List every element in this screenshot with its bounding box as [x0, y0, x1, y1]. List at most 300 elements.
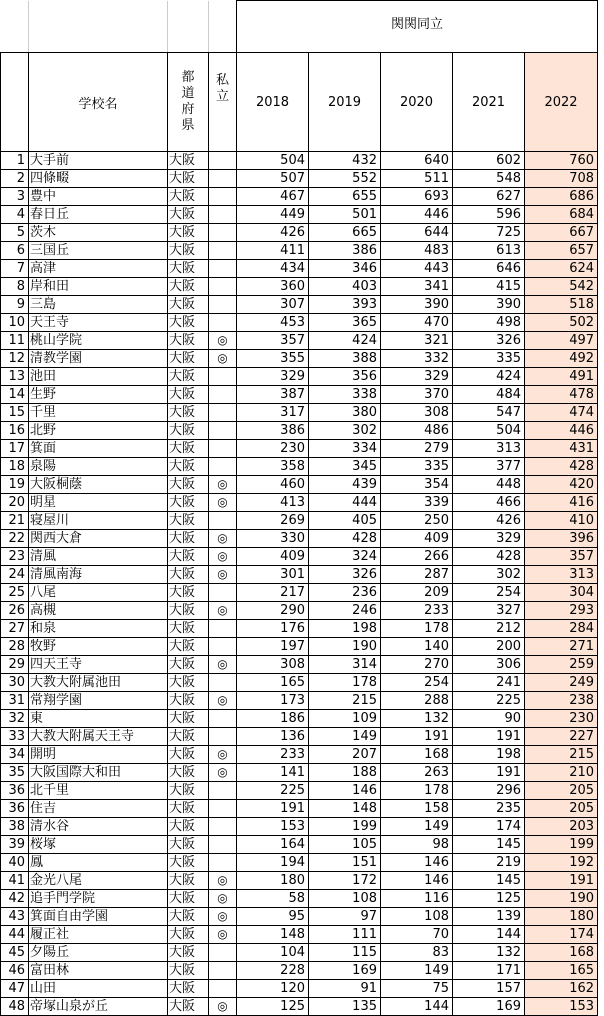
value-2018-cell: 504 — [237, 152, 309, 170]
private-mark-cell — [209, 638, 237, 656]
value-2022-cell: 205 — [525, 800, 598, 818]
prefecture-cell: 大阪 — [168, 314, 209, 332]
rank-cell: 13 — [1, 368, 29, 386]
value-2020-cell: 75 — [381, 980, 453, 998]
value-2018-cell: 460 — [237, 476, 309, 494]
table-row — [1, 872, 598, 890]
table-row — [1, 332, 598, 350]
value-2022-cell: 205 — [525, 782, 598, 800]
value-2021-cell: 327 — [453, 602, 525, 620]
header-year-2019: 2019 — [309, 53, 381, 152]
value-2018-cell: 141 — [237, 764, 309, 782]
prefecture-cell: 大阪 — [168, 332, 209, 350]
value-2018-cell: 225 — [237, 782, 309, 800]
prefecture-cell: 大阪 — [168, 854, 209, 872]
value-2022-cell: 497 — [525, 332, 598, 350]
school-name-cell: 高槻 — [29, 602, 168, 620]
value-2018-cell: 426 — [237, 224, 309, 242]
value-2022-cell: 210 — [525, 764, 598, 782]
value-2022-cell: 420 — [525, 476, 598, 494]
private-mark-cell — [209, 854, 237, 872]
value-2018-cell: 153 — [237, 818, 309, 836]
value-2022-cell: 168 — [525, 944, 598, 962]
private-mark-cell — [209, 620, 237, 638]
table-row — [1, 890, 598, 908]
value-2021-cell: 547 — [453, 404, 525, 422]
prefecture-cell: 大阪 — [168, 656, 209, 674]
value-2018-cell: 217 — [237, 584, 309, 602]
private-mark-cell: ◎ — [209, 602, 237, 620]
value-2019-cell: 207 — [309, 746, 381, 764]
private-mark-cell — [209, 512, 237, 530]
value-2022-cell: 446 — [525, 422, 598, 440]
value-2020-cell: 443 — [381, 260, 453, 278]
table-row — [1, 296, 598, 314]
school-name-cell: 金光八尾 — [29, 872, 168, 890]
school-name-cell: 清風 — [29, 548, 168, 566]
prefecture-cell: 大阪 — [168, 224, 209, 242]
school-name-cell: 東 — [29, 710, 168, 728]
prefecture-cell: 大阪 — [168, 350, 209, 368]
value-2022-cell: 686 — [525, 188, 598, 206]
value-2019-cell: 365 — [309, 314, 381, 332]
table-row — [1, 314, 598, 332]
private-mark-cell: ◎ — [209, 548, 237, 566]
table-row — [1, 404, 598, 422]
value-2018-cell: 95 — [237, 908, 309, 926]
prefecture-cell: 大阪 — [168, 728, 209, 746]
private-mark-cell — [209, 980, 237, 998]
rank-cell: 8 — [1, 278, 29, 296]
table-row — [1, 818, 598, 836]
table-row — [1, 674, 598, 692]
group-label: 関関同立 — [237, 1, 598, 53]
private-mark-cell: ◎ — [209, 692, 237, 710]
value-2021-cell: 241 — [453, 674, 525, 692]
value-2019-cell: 190 — [309, 638, 381, 656]
private-mark-cell: ◎ — [209, 656, 237, 674]
table-row — [1, 656, 598, 674]
value-2022-cell: 416 — [525, 494, 598, 512]
table-row — [1, 440, 598, 458]
value-2021-cell: 169 — [453, 998, 525, 1016]
value-2020-cell: 178 — [381, 620, 453, 638]
value-2021-cell: 174 — [453, 818, 525, 836]
value-2020-cell: 209 — [381, 584, 453, 602]
value-2018-cell: 330 — [237, 530, 309, 548]
table-row — [1, 422, 598, 440]
private-mark-cell — [209, 674, 237, 692]
private-mark-cell — [209, 152, 237, 170]
private-mark-cell: ◎ — [209, 764, 237, 782]
value-2019-cell: 148 — [309, 800, 381, 818]
prefecture-cell: 大阪 — [168, 440, 209, 458]
value-2018-cell: 434 — [237, 260, 309, 278]
value-2021-cell: 424 — [453, 368, 525, 386]
private-mark-cell: ◎ — [209, 494, 237, 512]
header-no — [1, 53, 29, 152]
table-row — [1, 566, 598, 584]
table-row — [1, 926, 598, 944]
value-2022-cell: 428 — [525, 458, 598, 476]
value-2022-cell: 165 — [525, 962, 598, 980]
value-2018-cell: 355 — [237, 350, 309, 368]
table-row — [1, 728, 598, 746]
value-2018-cell: 148 — [237, 926, 309, 944]
value-2020-cell: 354 — [381, 476, 453, 494]
value-2019-cell: 356 — [309, 368, 381, 386]
value-2018-cell: 308 — [237, 656, 309, 674]
private-mark-cell — [209, 224, 237, 242]
private-mark-cell: ◎ — [209, 530, 237, 548]
rank-cell: 24 — [1, 566, 29, 584]
value-2022-cell: 191 — [525, 872, 598, 890]
prefecture-cell: 大阪 — [168, 206, 209, 224]
value-2018-cell: 186 — [237, 710, 309, 728]
prefecture-cell: 大阪 — [168, 782, 209, 800]
value-2019-cell: 115 — [309, 944, 381, 962]
private-mark-cell: ◎ — [209, 350, 237, 368]
value-2020-cell: 191 — [381, 728, 453, 746]
table-row — [1, 170, 598, 188]
value-2021-cell: 602 — [453, 152, 525, 170]
private-mark-cell: ◎ — [209, 872, 237, 890]
prefecture-cell: 大阪 — [168, 584, 209, 602]
value-2019-cell: 380 — [309, 404, 381, 422]
school-name-cell: 常翔学園 — [29, 692, 168, 710]
value-2022-cell: 502 — [525, 314, 598, 332]
rank-cell: 44 — [1, 926, 29, 944]
value-2022-cell: 396 — [525, 530, 598, 548]
value-2021-cell: 302 — [453, 566, 525, 584]
prefecture-cell: 大阪 — [168, 368, 209, 386]
table-row — [1, 836, 598, 854]
value-2020-cell: 446 — [381, 206, 453, 224]
value-2019-cell: 326 — [309, 566, 381, 584]
prefecture-cell: 大阪 — [168, 602, 209, 620]
rank-cell: 2 — [1, 170, 29, 188]
school-name-cell: 夕陽丘 — [29, 944, 168, 962]
value-2018-cell: 125 — [237, 998, 309, 1016]
school-name-cell: 泉陽 — [29, 458, 168, 476]
value-2022-cell: 478 — [525, 386, 598, 404]
rank-cell: 17 — [1, 440, 29, 458]
value-2019-cell: 552 — [309, 170, 381, 188]
value-2019-cell: 388 — [309, 350, 381, 368]
rank-cell: 1 — [1, 152, 29, 170]
school-name-cell: 住吉 — [29, 800, 168, 818]
value-2022-cell: 492 — [525, 350, 598, 368]
private-mark-cell: ◎ — [209, 926, 237, 944]
rank-cell: 38 — [1, 818, 29, 836]
private-mark-cell — [209, 440, 237, 458]
value-2021-cell: 296 — [453, 782, 525, 800]
header-prefecture: 都道府県 — [168, 53, 209, 152]
private-mark-cell: ◎ — [209, 998, 237, 1016]
value-2019-cell: 444 — [309, 494, 381, 512]
value-2020-cell: 263 — [381, 764, 453, 782]
school-name-cell: 高津 — [29, 260, 168, 278]
value-2019-cell: 338 — [309, 386, 381, 404]
private-mark-cell — [209, 728, 237, 746]
value-2022-cell: 667 — [525, 224, 598, 242]
value-2020-cell: 288 — [381, 692, 453, 710]
value-2019-cell: 393 — [309, 296, 381, 314]
school-name-cell: 大阪桐蔭 — [29, 476, 168, 494]
value-2019-cell: 439 — [309, 476, 381, 494]
value-2021-cell: 254 — [453, 584, 525, 602]
rank-cell: 25 — [1, 584, 29, 602]
private-mark-cell — [209, 458, 237, 476]
value-2021-cell: 596 — [453, 206, 525, 224]
value-2022-cell: 474 — [525, 404, 598, 422]
value-2020-cell: 98 — [381, 836, 453, 854]
table-row — [1, 386, 598, 404]
value-2020-cell: 321 — [381, 332, 453, 350]
school-name-cell: 千里 — [29, 404, 168, 422]
prefecture-cell: 大阪 — [168, 530, 209, 548]
value-2022-cell: 238 — [525, 692, 598, 710]
rank-cell: 35 — [1, 764, 29, 782]
prefecture-cell: 大阪 — [168, 818, 209, 836]
prefecture-cell: 大阪 — [168, 548, 209, 566]
private-mark-cell — [209, 404, 237, 422]
value-2018-cell: 387 — [237, 386, 309, 404]
table-body — [1, 152, 598, 1016]
table-row — [1, 476, 598, 494]
value-2022-cell: 760 — [525, 152, 598, 170]
value-2022-cell: 203 — [525, 818, 598, 836]
school-name-cell: 箕面 — [29, 440, 168, 458]
value-2022-cell: 657 — [525, 242, 598, 260]
value-2019-cell: 91 — [309, 980, 381, 998]
value-2022-cell: 357 — [525, 548, 598, 566]
value-2021-cell: 139 — [453, 908, 525, 926]
prefecture-cell: 大阪 — [168, 674, 209, 692]
value-2021-cell: 415 — [453, 278, 525, 296]
value-2018-cell: 120 — [237, 980, 309, 998]
value-2020-cell: 390 — [381, 296, 453, 314]
value-2019-cell: 178 — [309, 674, 381, 692]
value-2020-cell: 168 — [381, 746, 453, 764]
school-name-cell: 関西大倉 — [29, 530, 168, 548]
prefecture-cell: 大阪 — [168, 422, 209, 440]
school-name-cell: 和泉 — [29, 620, 168, 638]
value-2018-cell: 164 — [237, 836, 309, 854]
value-2021-cell: 313 — [453, 440, 525, 458]
table-row — [1, 530, 598, 548]
rank-cell: 41 — [1, 872, 29, 890]
value-2020-cell: 335 — [381, 458, 453, 476]
value-2020-cell: 483 — [381, 242, 453, 260]
value-2018-cell: 467 — [237, 188, 309, 206]
value-2022-cell: 410 — [525, 512, 598, 530]
prefecture-cell: 大阪 — [168, 476, 209, 494]
table-row — [1, 152, 598, 170]
value-2021-cell: 377 — [453, 458, 525, 476]
value-2022-cell: 293 — [525, 602, 598, 620]
value-2020-cell: 308 — [381, 404, 453, 422]
value-2022-cell: 284 — [525, 620, 598, 638]
prefecture-cell: 大阪 — [168, 710, 209, 728]
private-mark-cell: ◎ — [209, 476, 237, 494]
school-name-cell: 桃山学院 — [29, 332, 168, 350]
value-2018-cell: 104 — [237, 944, 309, 962]
private-mark-cell — [209, 944, 237, 962]
rank-cell: 42 — [1, 890, 29, 908]
table-row — [1, 980, 598, 998]
prefecture-cell: 大阪 — [168, 908, 209, 926]
value-2022-cell: 708 — [525, 170, 598, 188]
value-2019-cell: 424 — [309, 332, 381, 350]
value-2020-cell: 132 — [381, 710, 453, 728]
rank-cell: 31 — [1, 692, 29, 710]
rank-cell: 21 — [1, 512, 29, 530]
value-2022-cell: 431 — [525, 440, 598, 458]
school-name-cell: 山田 — [29, 980, 168, 998]
prefecture-cell: 大阪 — [168, 188, 209, 206]
value-2018-cell: 453 — [237, 314, 309, 332]
value-2019-cell: 501 — [309, 206, 381, 224]
table-row — [1, 458, 598, 476]
prefecture-cell: 大阪 — [168, 242, 209, 260]
header-year-2020: 2020 — [381, 53, 453, 152]
value-2022-cell: 162 — [525, 980, 598, 998]
rank-cell: 20 — [1, 494, 29, 512]
private-mark-cell — [209, 170, 237, 188]
header-blank-2 — [29, 1, 168, 53]
value-2019-cell: 345 — [309, 458, 381, 476]
prefecture-cell: 大阪 — [168, 746, 209, 764]
table-row — [1, 620, 598, 638]
value-2019-cell: 314 — [309, 656, 381, 674]
table-row — [1, 800, 598, 818]
value-2022-cell: 491 — [525, 368, 598, 386]
school-name-cell: 帝塚山泉が丘 — [29, 998, 168, 1016]
school-name-cell: 四條畷 — [29, 170, 168, 188]
value-2019-cell: 428 — [309, 530, 381, 548]
school-name-cell: 清教学園 — [29, 350, 168, 368]
value-2019-cell: 236 — [309, 584, 381, 602]
school-name-cell: 清水谷 — [29, 818, 168, 836]
table-row — [1, 368, 598, 386]
table-row — [1, 188, 598, 206]
value-2021-cell: 613 — [453, 242, 525, 260]
rank-cell: 47 — [1, 980, 29, 998]
value-2021-cell: 504 — [453, 422, 525, 440]
value-2020-cell: 279 — [381, 440, 453, 458]
prefecture-cell: 大阪 — [168, 512, 209, 530]
value-2019-cell: 199 — [309, 818, 381, 836]
value-2021-cell: 132 — [453, 944, 525, 962]
value-2019-cell: 169 — [309, 962, 381, 980]
value-2018-cell: 165 — [237, 674, 309, 692]
value-2019-cell: 346 — [309, 260, 381, 278]
rank-cell: 33 — [1, 728, 29, 746]
school-name-cell: 桜塚 — [29, 836, 168, 854]
value-2021-cell: 198 — [453, 746, 525, 764]
value-2019-cell: 188 — [309, 764, 381, 782]
private-mark-cell — [209, 710, 237, 728]
value-2020-cell: 108 — [381, 908, 453, 926]
value-2018-cell: 386 — [237, 422, 309, 440]
prefecture-cell: 大阪 — [168, 980, 209, 998]
value-2022-cell: 174 — [525, 926, 598, 944]
value-2022-cell: 230 — [525, 710, 598, 728]
private-mark-cell — [209, 260, 237, 278]
prefecture-cell: 大阪 — [168, 260, 209, 278]
value-2020-cell: 486 — [381, 422, 453, 440]
private-mark-cell — [209, 422, 237, 440]
value-2019-cell: 111 — [309, 926, 381, 944]
table-row — [1, 782, 598, 800]
private-mark-cell: ◎ — [209, 908, 237, 926]
table-row — [1, 584, 598, 602]
rank-cell: 4 — [1, 206, 29, 224]
private-mark-cell — [209, 386, 237, 404]
rank-cell: 28 — [1, 638, 29, 656]
value-2020-cell: 409 — [381, 530, 453, 548]
value-2019-cell: 432 — [309, 152, 381, 170]
rank-cell: 15 — [1, 404, 29, 422]
table-row — [1, 746, 598, 764]
rank-cell: 39 — [1, 836, 29, 854]
value-2022-cell: 271 — [525, 638, 598, 656]
school-name-cell: 生野 — [29, 386, 168, 404]
school-name-cell: 箕面自由学園 — [29, 908, 168, 926]
value-2022-cell: 249 — [525, 674, 598, 692]
rank-cell: 14 — [1, 386, 29, 404]
value-2021-cell: 448 — [453, 476, 525, 494]
value-2022-cell: 518 — [525, 296, 598, 314]
value-2019-cell: 403 — [309, 278, 381, 296]
prefecture-cell: 大阪 — [168, 296, 209, 314]
table-row — [1, 998, 598, 1016]
value-2022-cell: 542 — [525, 278, 598, 296]
value-2021-cell: 627 — [453, 188, 525, 206]
school-name-cell: 四天王寺 — [29, 656, 168, 674]
value-2020-cell: 250 — [381, 512, 453, 530]
value-2022-cell: 304 — [525, 584, 598, 602]
value-2021-cell: 145 — [453, 872, 525, 890]
value-2019-cell: 302 — [309, 422, 381, 440]
private-mark-cell: ◎ — [209, 332, 237, 350]
table-row — [1, 350, 598, 368]
value-2021-cell: 335 — [453, 350, 525, 368]
header-row-group — [1, 1, 598, 53]
private-mark-cell — [209, 188, 237, 206]
school-name-cell: 富田林 — [29, 962, 168, 980]
school-name-cell: 八尾 — [29, 584, 168, 602]
value-2019-cell: 665 — [309, 224, 381, 242]
rank-cell: 26 — [1, 602, 29, 620]
value-2021-cell: 145 — [453, 836, 525, 854]
school-name-cell: 天王寺 — [29, 314, 168, 332]
value-2019-cell: 198 — [309, 620, 381, 638]
rank-cell: 48 — [1, 998, 29, 1016]
table-row — [1, 710, 598, 728]
prefecture-cell: 大阪 — [168, 494, 209, 512]
school-name-cell: 茨木 — [29, 224, 168, 242]
value-2020-cell: 332 — [381, 350, 453, 368]
value-2021-cell: 329 — [453, 530, 525, 548]
rank-cell: 9 — [1, 296, 29, 314]
prefecture-cell: 大阪 — [168, 386, 209, 404]
value-2021-cell: 235 — [453, 800, 525, 818]
prefecture-cell: 大阪 — [168, 566, 209, 584]
value-2019-cell: 146 — [309, 782, 381, 800]
header-blank-3 — [168, 1, 209, 53]
